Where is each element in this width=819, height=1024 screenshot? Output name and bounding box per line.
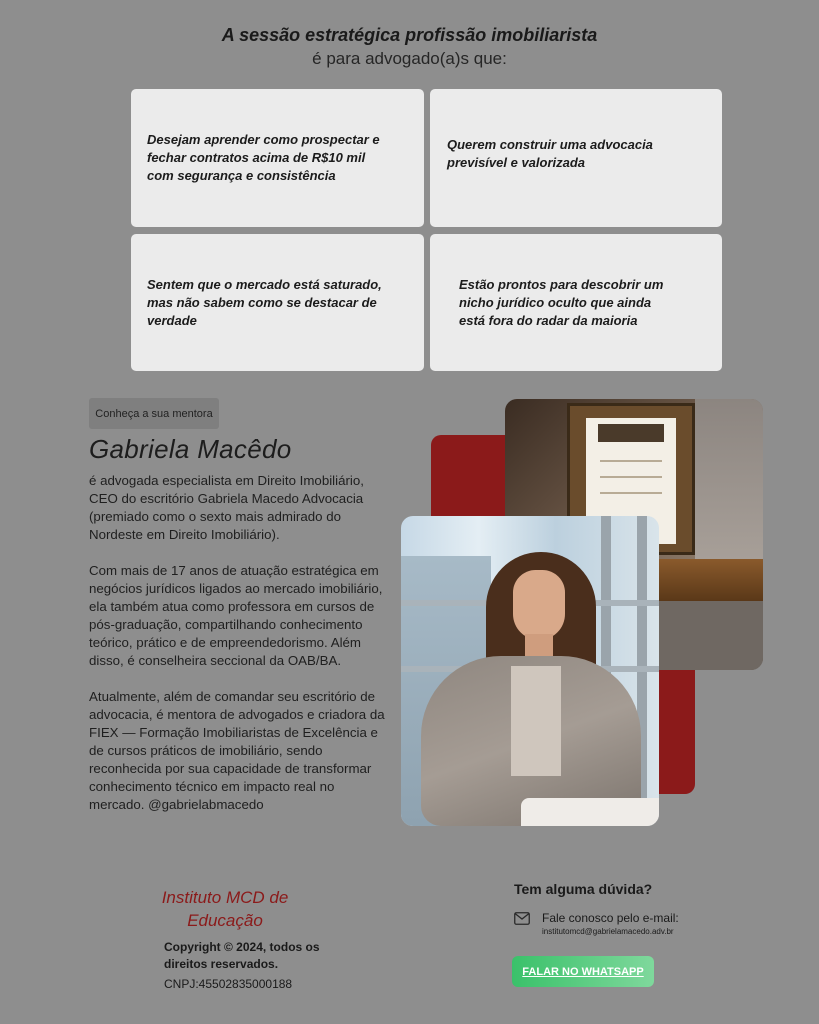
mentor-name: Gabriela Macêdo: [89, 434, 292, 464]
email-label: Fale conosco pelo e-mail:: [542, 911, 679, 925]
audience-card-text: Desejam aprender como prospectar e fechar contratos acima de R$10 mil com segurança e consistência: [147, 132, 380, 183]
audience-card-text: Sentem que o mercado está saturado, mas não sabem como se destacar de verdade: [147, 276, 382, 328]
audience-card-text: Querem construir uma advocacia previsível e valorizada: [447, 137, 653, 170]
mentor-portrait-photo: [401, 516, 659, 826]
cnpj-text: CNPJ:45502835000188: [164, 977, 293, 991]
bio-paragraph: é advogada especialista em Direito Imobiliário, CEO do escritório Gabriela Macedo Advocacia (premiado como o sexto mais admirado do Nordeste em Direito Imobiliário).: [89, 473, 364, 542]
bio-paragraph: Atualmente, além de comandar seu escritório de advocacia, é mentora de advogados e criadora da FIEX — Formação Imobiliaristas de Excelência e de cursos práticos de imobiliário, sendo reconhecida por sua capacidade de transformar conhecimento técnico em impacto real no mercado. @gabrielabmacedo: [89, 689, 385, 812]
contact-question: Tem alguma dúvida?: [514, 881, 653, 897]
audience-card: [430, 89, 722, 227]
mentor-bio: [89, 472, 389, 832]
audience-card: [430, 234, 722, 371]
envelope-icon: [514, 912, 530, 925]
section-subtitle: é para advogado(a)s que:: [312, 49, 507, 68]
email-link[interactable]: institutomcd@gabrielamacedo.adv.br: [542, 927, 674, 936]
section-headline: [0, 24, 819, 70]
section-title: A sessão estratégica profissão imobiliarista: [221, 25, 598, 45]
audience-card: [131, 234, 424, 371]
audience-card: [131, 89, 424, 227]
whatsapp-button[interactable]: FALAR NO WHATSAPP: [512, 956, 654, 987]
audience-card-text: Estão prontos para descobrir um nicho jurídico oculto que ainda está fora do radar da maioria: [459, 276, 664, 328]
mentor-tag-badge: Conheça a sua mentora: [89, 398, 219, 429]
copyright-text: Copyright © 2024, todos os direitos reservados.: [164, 940, 320, 971]
institute-name: Instituto MCD de Educação: [161, 888, 289, 930]
bio-paragraph: Com mais de 17 anos de atuação estratégica em negócios jurídicos ligados ao mercado imobiliário, ela também atua como professora em cursos de pós-graduação, compartilhando conhecimento teórico, prático e de empreendedorismo. Além disso, é conselheira seccional da OAB/BA.: [89, 563, 383, 668]
